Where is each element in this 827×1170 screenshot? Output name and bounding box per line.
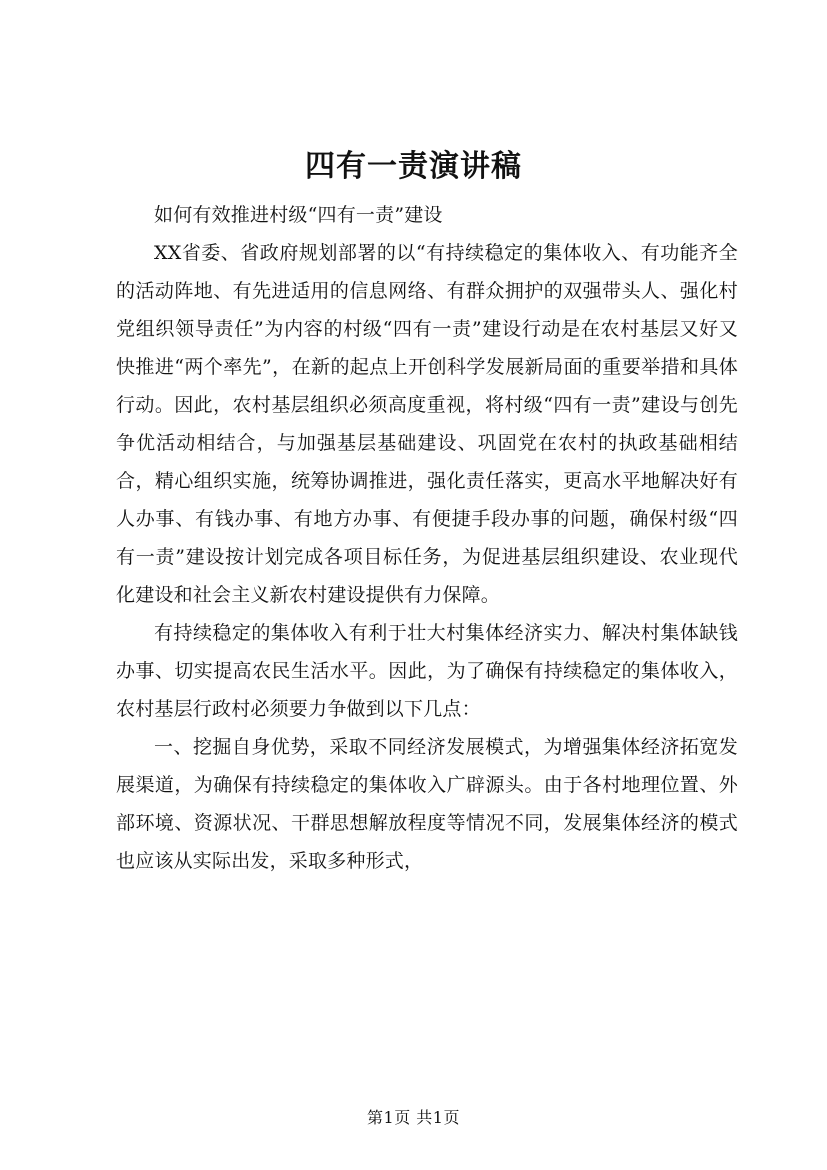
page-footer: 第1页 共1页: [367, 1108, 460, 1127]
subtitle-paragraph: 如何有效推进村级“四有一责”建设: [154, 204, 443, 226]
body-paragraph-2: 有持续稳定的集体收入有利于壮大村集体经济实力、解决村集体缺钱办事、切实提高农民生活水平。因此，为了确保有持续稳定的集体收入，农村基层行政村必须要力争做到以下几点：: [116, 622, 738, 720]
body-paragraph-3: 一、挖掘自身优势，采取不同经济发展模式，为增强集体经济拓宽发展渠道，为确保有持续稳定的集体收入广辟源头。由于各村地理位置、外部环境、资源状况、干群思想解放程度等情况不同，发展集体经济的模式也应该从实际出发，采取多种形式，: [116, 736, 738, 872]
document-title: 四有一责演讲稿: [305, 149, 522, 184]
document-body: [116, 196, 738, 880]
body-paragraph-1: XX省委、省政府规划部署的以“有持续稳定的集体收入、有功能齐全的活动阵地、有先进适用的信息网络、有群众拥护的双强带头人、强化村党组织领导责任”为内容的村级“四有一责”建设行动是在农村基层又好又快推进“两个率先”，在新的起点上开创科学发展新局面的重要举措和具体行动。因此，农村基层组织必须高度重视，将村级“四有一责”建设与创先争优活动相结合，与加强基层基础建设、巩固党在农村的执政基础相结合，精心组织实施，统筹协调推进，强化责任落实，更高水平地解决好有人办事、有钱办事、有地方办事、有便捷手段办事的问题，确保村级“四有一责”建设按计划完成各项目标任务，为促进基层组织建设、农业现代化建设和社会主义新农村建设提供有力保障。: [116, 242, 738, 606]
